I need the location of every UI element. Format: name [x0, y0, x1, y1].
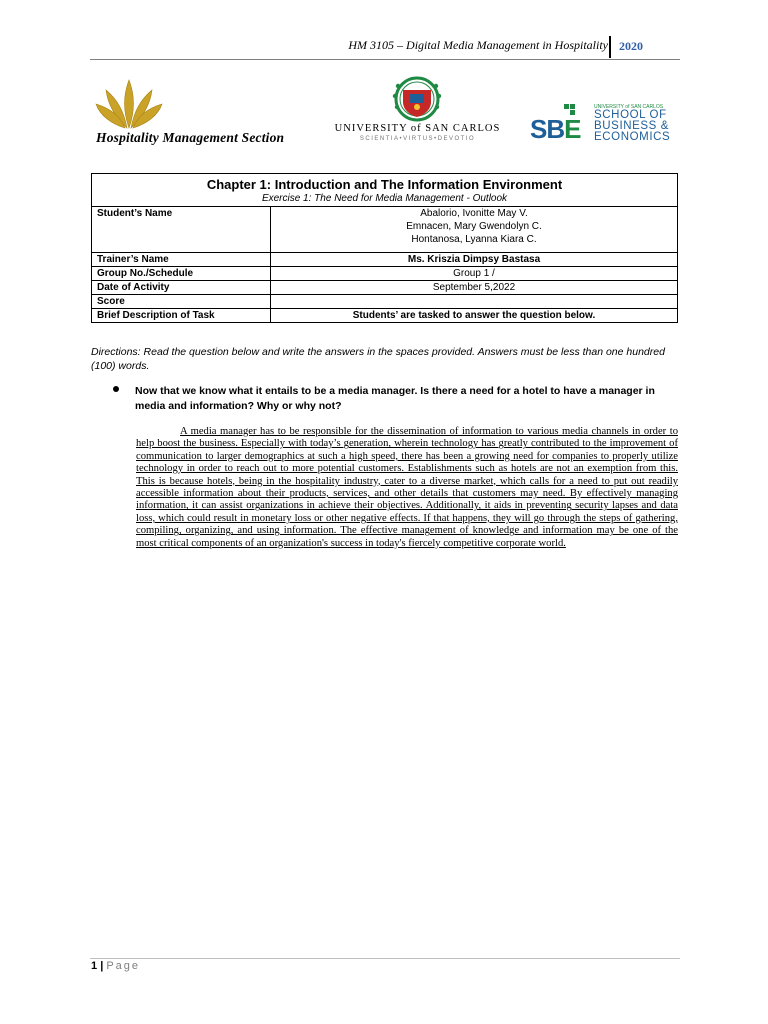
sbe-line-3: ECONOMICS	[594, 131, 671, 143]
page-header	[0, 36, 768, 58]
question-text: Now that we know what it entails to be a media manager. Is there a need for a hotel to have a manager in media and information? Why or why not?	[135, 385, 655, 412]
student-name-3: Hontanosa, Lyanna Kiara C.	[411, 234, 537, 245]
pineapple-leaf-icon	[94, 78, 164, 130]
footer-rule	[90, 958, 680, 959]
trainer-name-value: Ms. Kriszia Dimpsy Bastasa	[271, 253, 678, 267]
table-row	[92, 207, 678, 253]
activity-info-table	[91, 173, 678, 323]
usc-logo	[330, 76, 505, 146]
table-row	[92, 267, 678, 281]
table-row	[92, 281, 678, 295]
group-schedule-label: Group No./Schedule	[92, 267, 271, 281]
exercise-subtitle: Exercise 1: The Need for Media Management - Outlook	[261, 193, 508, 204]
bullet-icon	[113, 386, 119, 392]
hospitality-management-logo	[92, 78, 307, 148]
hms-caption: Hospitality Management Section	[96, 130, 285, 145]
usc-seal-icon	[388, 76, 446, 122]
sbe-line-1: SCHOOL OF	[594, 109, 667, 121]
sbe-mark	[530, 114, 580, 145]
student-name-label: Student’s Name	[92, 207, 271, 253]
usc-motto: SCIENTIA•VIRTUS•DEVOTIO	[359, 136, 476, 142]
student-name-2: Emnacen, Mary Gwendolyn C.	[406, 221, 542, 232]
course-title: HM 3105 – Digital Media Management in Hospitality	[348, 38, 608, 52]
table-title-cell	[92, 174, 678, 207]
sbe-logo	[530, 104, 680, 146]
task-description-label: Brief Description of Task	[92, 309, 271, 323]
group-schedule-value: Group 1 /	[271, 267, 678, 281]
student-name-values	[271, 207, 678, 253]
activity-date-value: September 5,2022	[271, 281, 678, 295]
usc-name: UNIVERSITY of SAN CARLOS	[334, 123, 501, 134]
sbe-mark-e: E	[564, 114, 581, 144]
sbe-line-2: BUSINESS &	[594, 120, 670, 132]
score-label: Score	[92, 295, 271, 309]
sbe-university: UNIVERSITY of SAN CARLOS	[594, 104, 664, 110]
table-row	[92, 295, 678, 309]
table-row	[92, 253, 678, 267]
page-number: 1	[91, 960, 98, 972]
table-row	[92, 309, 678, 323]
table-title-row	[92, 174, 678, 207]
footer-separator: |	[100, 960, 104, 972]
sbe-mark-text: SBE	[530, 114, 581, 144]
score-value	[271, 295, 678, 309]
answer-text: A media manager has to be responsible for the dissemination of information to various media channels in order to help boost the business. Especially with today’s generation, wherein technology has greatly contributed to the improvement of communication to larger demographics at such a high speed, there has been a growing need for companies to properly utilize technology in order to reach out to more potential customers. Establishments such as hotels are not an exemption from this. This is because hotels, being in the hospitality industry, cater to a diverse market, which calls for a need to put out readily accessible information about their products, services, and other details that customers may need. By effectively managing information, it can assist organizations in achieve their objectives. Additionally, it aids in preventing security lapses and data loss, which could result in monetary loss or other negative effects. If that happens, they will go through the steps of gathering, compiling, organizing, and using information. The effective management of knowledge and information may be one of the most critical components of an organization's success in today's fiercely competitive corporate world.	[136, 426, 678, 549]
activity-date-label: Date of Activity	[92, 281, 271, 295]
student-name-1: Abalorio, Ivonitte May V.	[420, 208, 528, 219]
page-footer	[91, 960, 140, 972]
header-year: 2020	[619, 39, 643, 53]
chapter-title: Chapter 1: Introduction and The Information Environment	[206, 177, 563, 192]
page-label: Page	[106, 960, 141, 972]
sbe-school-name	[594, 110, 670, 143]
task-description-value: Students’ are tasked to answer the question below.	[271, 309, 678, 323]
header-rule	[90, 59, 680, 60]
trainer-name-label: Trainer’s Name	[92, 253, 271, 267]
header-divider	[609, 36, 611, 58]
directions-text: Directions: Read the question below and write the answers in the spaces provided. Answers must be less than one hundred (100) words.	[91, 346, 665, 372]
